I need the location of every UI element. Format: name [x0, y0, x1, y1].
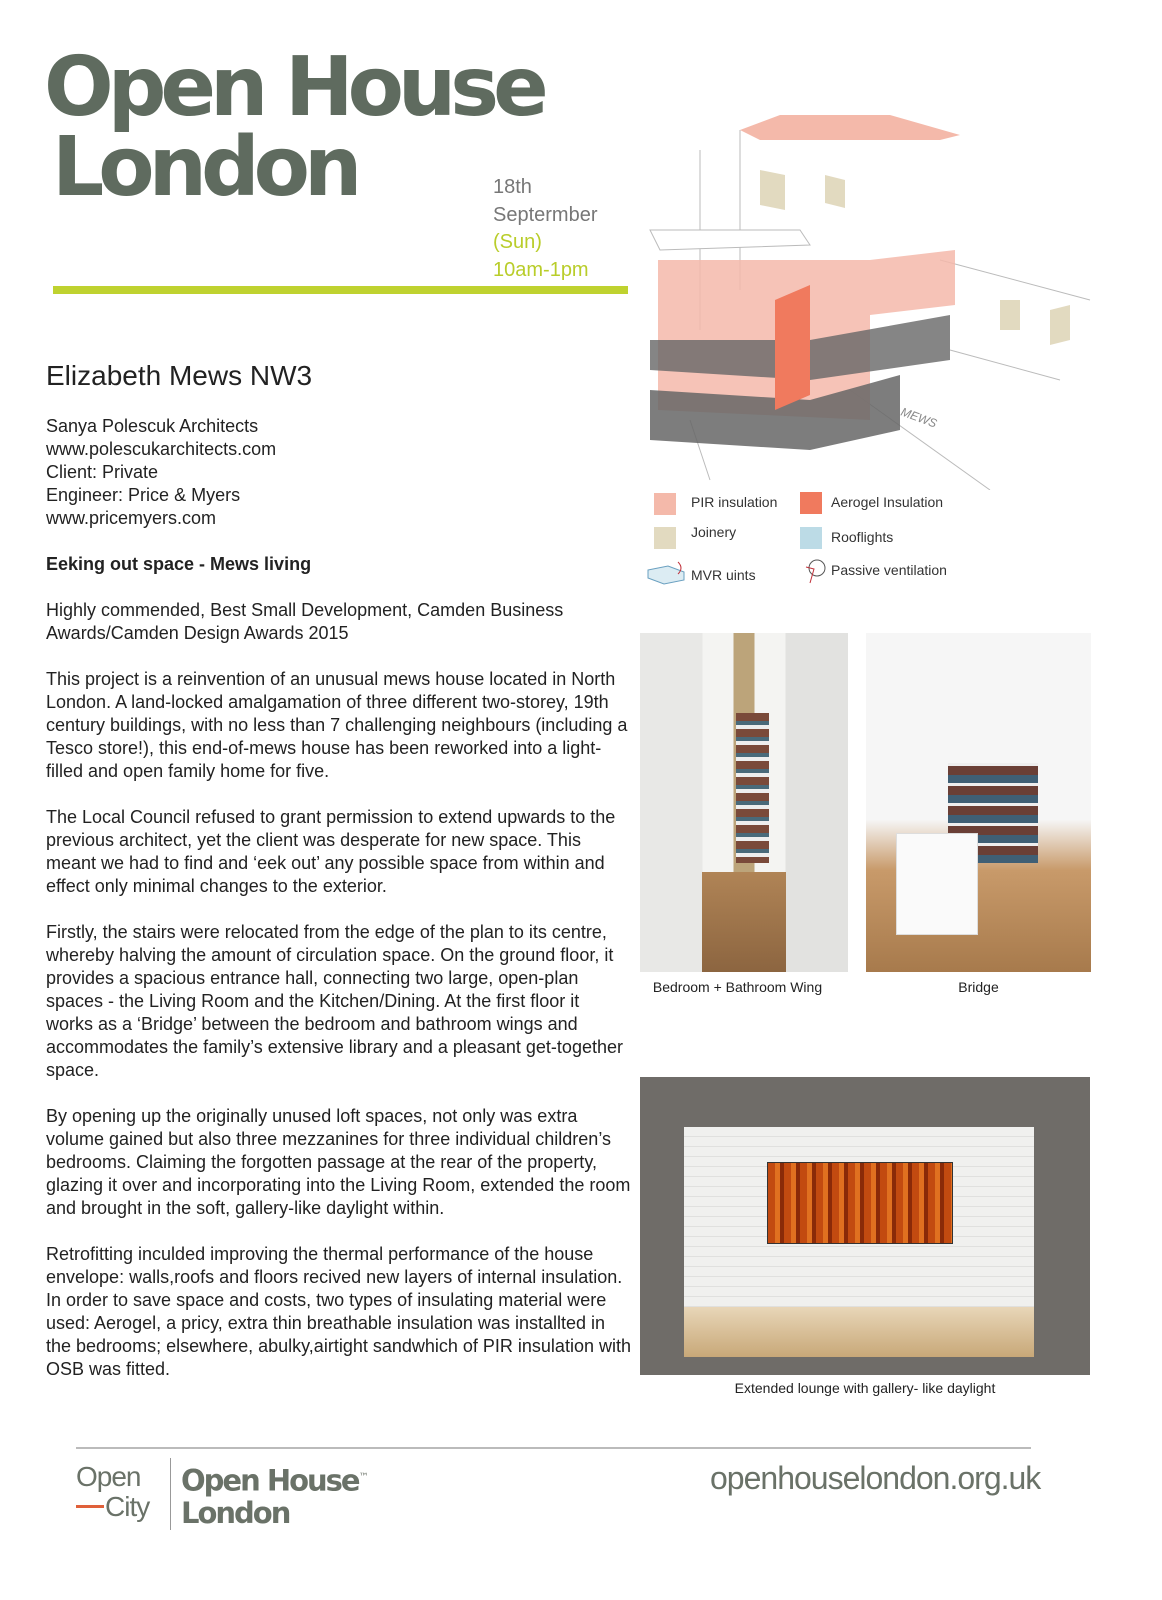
date-day: 18th: [493, 176, 532, 198]
legend-pir: PIR insulation: [691, 494, 778, 510]
page-title: Elizabeth Mews NW3: [46, 360, 313, 391]
website-link[interactable]: openhouselondon.org.uk: [710, 1460, 1041, 1496]
open-city-dash: [76, 1505, 104, 1508]
paragraph: Firstly, the stairs were relocated from the edge of the plan to its centre, whereby halving the amount of circulation space. On the ground floor, it provides a spacious entrance hall, connecting two large, open-plan spaces - the Living Room and the Kitchen/Dining. At the first floor it works as a ‘Bridge’ between the bedroom and bathroom wings and accommodates the family’s extensive library and a pleasant get-together space.: [46, 922, 623, 1080]
photo-bridge: [866, 633, 1091, 972]
engineer-link[interactable]: www.pricemyers.com: [46, 508, 217, 528]
open-city-line-2: City: [105, 1491, 150, 1522]
footer-divider: [76, 1447, 1031, 1449]
date-weekday: (Sun): [493, 231, 542, 253]
legend-aerogel: Aerogel Insulation: [831, 494, 944, 510]
logo-line-1: Open House: [44, 40, 543, 135]
rooflights-swatch: [800, 527, 822, 549]
legend-mvr: MVR uints: [691, 567, 756, 583]
caption-photo-3: Extended lounge with gallery- like daylight: [734, 1380, 996, 1396]
architect-link[interactable]: www.polescukarchitects.com: [46, 439, 277, 459]
date-month: Septermber: [493, 203, 598, 226]
footer-logo-line-1: Open House: [181, 1463, 359, 1498]
footer-open-house-logo: [181, 1462, 369, 1529]
roof-insulation: [740, 115, 960, 140]
trademark: ™: [358, 1472, 369, 1483]
mews-label: MEWS: [898, 404, 939, 431]
axonometric-diagram: [640, 90, 1100, 490]
credits: [46, 415, 636, 530]
logo-line-2: London: [52, 120, 357, 215]
joinery-swatch: [654, 527, 676, 549]
body-text: [46, 599, 631, 1404]
photo-bedroom-bathroom-wing: [640, 633, 848, 972]
legend-rooflights: Rooflights: [831, 529, 894, 545]
paragraph: This project is a reinvention of an unusual mews house located in North London. A land-locked amalgamation of three different two-storey, 19th century buildings, with no less than 7 challenging neighbours (including a Tesco store!), this end-of-mews house has been reworked into a light-filled and open family home for five.: [46, 669, 628, 781]
legend-joinery: Joinery: [691, 524, 737, 540]
paragraph: By opening up the originally unused loft spaces, not only was extra volume gained but also three mezzanines for three individual children’s bedrooms. Claiming the forgotten passage at the rear of the property, glazing it over and incorporating into the Living Room, extended the room and brought in the soft, gallery-like daylight within.: [46, 1106, 631, 1218]
event-date: [493, 174, 598, 284]
open-city-logo: [76, 1462, 149, 1522]
date-time: 10am-1pm: [493, 258, 589, 281]
header-divider: [53, 286, 628, 294]
footer-logo-line-2: London: [181, 1495, 290, 1530]
pir-swatch: [654, 493, 676, 515]
paragraph: The Local Council refused to grant permission to extend upwards to the previous architect, yet the client was desperate for new space. This meant we had to find and ‘eek out’ any possible space from within and effect only minimal changes to the exterior.: [46, 807, 616, 896]
open-city-line-1: Open: [76, 1461, 141, 1492]
caption-photo-2: Bridge: [958, 979, 999, 995]
aerogel-wall: [775, 285, 810, 410]
photo-extended-lounge: [640, 1077, 1090, 1375]
open-house-london-logo: [44, 40, 543, 215]
subtitle: Eeking out space - Mews living: [46, 554, 312, 574]
architect: Sanya Polescuk Architects: [46, 416, 259, 436]
paragraph: Highly commended, Best Small Development, Camden Business Awards/Camden Design Awards 2015: [46, 600, 564, 643]
aerogel-swatch: [800, 492, 822, 514]
paragraph: Retrofitting inculded improving the thermal performance of the house envelope: walls,roofs and floors recived new layers of internal insulation. In order to save space and costs, two types of insulating material were used: Aerogel, a pricy, extra thin breathable insulation was installted in the bedrooms; elsewhere, abulky,airtight sandwhich of PIR insulation with OSB was fitted.: [46, 1244, 631, 1379]
client: Client: Private: [46, 462, 159, 482]
footer-logo-separator: [170, 1458, 171, 1530]
passive-ventilation-icon: [800, 557, 828, 589]
engineer: Engineer: Price & Myers: [46, 485, 241, 505]
mvr-unit-icon: [638, 560, 690, 588]
legend-passive: Passive ventilation: [831, 562, 947, 578]
caption-photo-1: Bedroom + Bathroom Wing: [652, 979, 823, 995]
